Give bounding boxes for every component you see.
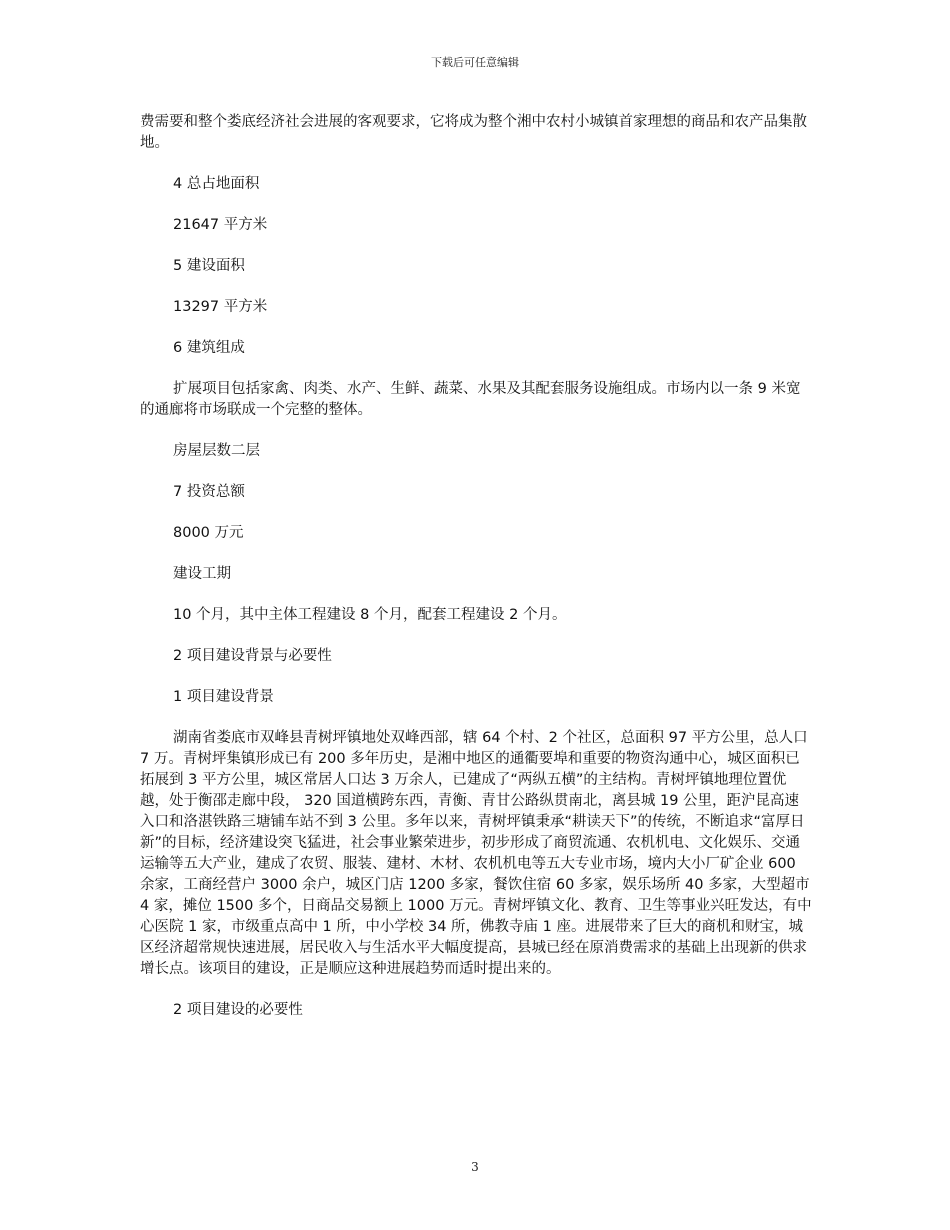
paragraph-composition: 扩展项目包括家禽、肉类、水产、生鲜、蔬菜、水果及其配套服务设施组成。市场内以一条 9 米宽的通廊将市场联成一个完整的整体。: [140, 381, 801, 418]
heading-background: 1 项目建设背景: [173, 689, 274, 705]
paragraph-background: 湖南省娄底市双峰县青树坪镇地处双峰西部，辖 64 个村、2 个社区，总面积 97 平方公里，总人口 7 万。青树坪集镇形成已有 200 多年历史，是湘中地区的通衢要埠和重要的物资沟通中心，城区面积已拓展到 3 平方公里，城区常居人口达 3 万余人，已建成了“两纵五横”的主结构。青树坪镇地理位置优越，处于衡邵走廊中段， 320 国道横跨东西，青衡、青甘公路纵贯南北，离县城 19 公里，距沪昆高速入口和洛湛铁路三塘铺车站不到 3 公里。多年以来，青树坪镇秉承“耕读天下”的传统，不断追求“富厚日新”的目标，经济建设突飞猛进，社会事业繁荣进步，初步形成了商贸流通、农机机电、文化娱乐、交通运输等五大产业，建成了农贸、服装、建材、木材、农机机电等五大专业市场，境内大小厂矿企业 600 余家，工商经营户 3000 余户，城区门店 1200 多家，餐饮住宿 60 多家，娱乐场所 40 多家，大型超市 4 家，摊位 1500 多个，日商品交易额上 1000 万元。青树坪镇文化、教育、卫生等事业兴旺发达，有中心医院 1 家，市级重点高中 1 所，中小学校 34 所，佛教寺庙 1 座。进展带来了巨大的商机和财宝，城区经济超常规快速进展，居民收入与生活水平大幅度提高，县城已经在原消费需求的基础上出现新的供求增长点。该项目的建设，正是顺应这种进展趋势而适时提出来的。: [140, 730, 812, 977]
document-body: [140, 112, 812, 1041]
heading-investment: 7 投资总额: [173, 484, 245, 500]
heading-total-area: 4 总占地面积: [173, 176, 260, 192]
heading-section-2: 2 项目建设背景与必要性: [173, 648, 332, 664]
value-total-area: 21647 平方米: [173, 217, 268, 233]
value-investment: 8000 万元: [173, 525, 244, 541]
paragraph-intro: 费需要和整个娄底经济社会进展的客观要求，它将成为整个湘中农村小城镇首家理想的商品和农产品集散地。: [140, 114, 807, 151]
value-period: 10 个月，其中主体工程建设 8 个月，配套工程建设 2 个月。: [173, 607, 567, 623]
value-floors: 房屋层数二层: [173, 443, 260, 459]
page-number: 3: [471, 1160, 479, 1174]
value-build-area: 13297 平方米: [173, 299, 268, 315]
heading-composition: 6 建筑组成: [173, 340, 245, 356]
page-header: 下载后可任意编辑: [431, 56, 519, 69]
heading-period: 建设工期: [173, 566, 231, 582]
heading-necessity: 2 项目建设的必要性: [173, 1002, 303, 1018]
heading-build-area: 5 建设面积: [173, 258, 245, 274]
